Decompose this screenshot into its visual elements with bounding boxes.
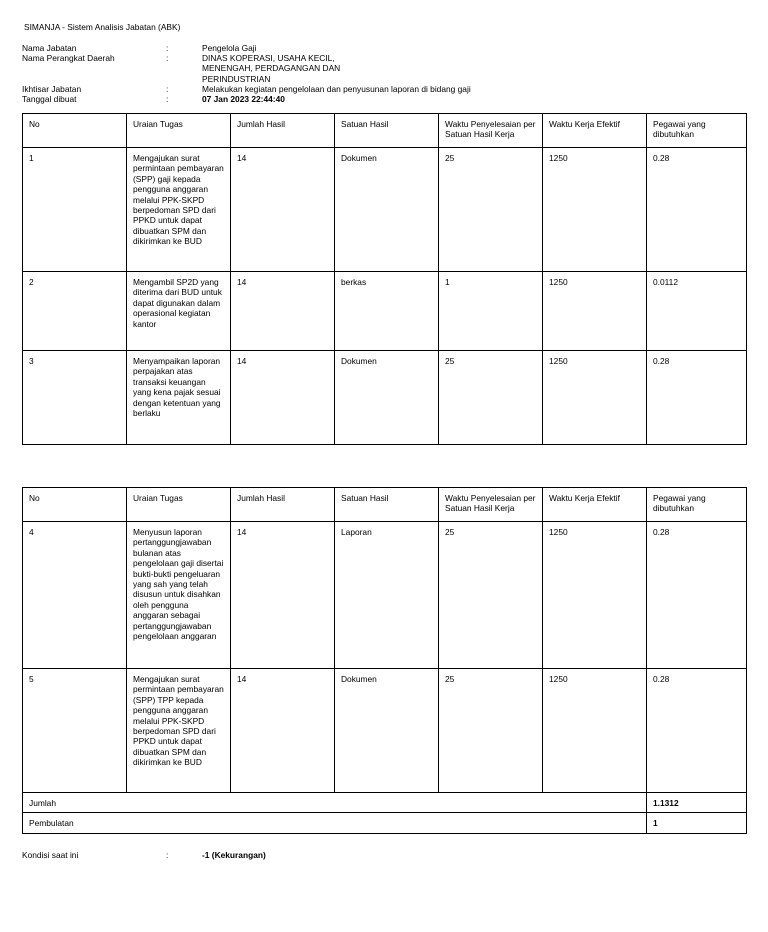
colon: :: [166, 94, 169, 105]
cell-no: 5: [23, 669, 127, 793]
summary-row: [22, 84, 582, 94]
rounding-row: [23, 813, 747, 833]
header-effective-time: Waktu Kerja Efektif: [543, 488, 647, 522]
cell-output-unit: Laporan: [335, 522, 439, 669]
cell-completion-time: 25: [439, 669, 543, 793]
cell-staff-needed: 0.28: [647, 522, 747, 669]
cell-staff-needed: 0.28: [647, 148, 747, 272]
job-name-row: [22, 43, 582, 53]
table-row: [23, 272, 747, 351]
current-condition: [22, 850, 522, 860]
cell-output-count: 14: [231, 351, 335, 445]
rounding-label: Pembulatan: [23, 813, 647, 833]
table-row: [23, 522, 747, 669]
header-staff-needed: Pegawai yang dibutuhkan: [647, 488, 747, 522]
rounding-value: 1: [647, 813, 747, 833]
header-completion-time: Waktu Penyelesaian per Satuan Hasil Kerja: [439, 488, 543, 522]
cell-no: 2: [23, 272, 127, 351]
cell-staff-needed: 0.28: [647, 669, 747, 793]
cell-effective-time: 1250: [543, 272, 647, 351]
header-output-unit: Satuan Hasil: [335, 114, 439, 148]
cell-task: Menyusun laporan pertanggungjawaban bulanan atas pengelolaan gaji disertai bukti-bukti pengeluaran yang sah yang telah disusun untuk disahkan oleh pengguna anggaran sebagai pertanggungjawaban pengelolaan anggaran: [127, 522, 231, 669]
cell-output-unit: Dokumen: [335, 669, 439, 793]
cell-output-count: 14: [231, 669, 335, 793]
task-table-page-1: [22, 113, 747, 445]
condition-label: Kondisi saat ini: [22, 850, 79, 860]
cell-staff-needed: 0.0112: [647, 272, 747, 351]
cell-effective-time: 1250: [543, 522, 647, 669]
cell-task: Menyampaikan laporan perpajakan atas transaksi keuangan yang kena pajak sesuai dengan ketentuan yang berlaku: [127, 351, 231, 445]
cell-effective-time: 1250: [543, 351, 647, 445]
colon: :: [166, 83, 169, 94]
cell-output-count: 14: [231, 522, 335, 669]
table-row: [23, 148, 747, 272]
colon: :: [166, 53, 169, 64]
cell-staff-needed: 0.28: [647, 351, 747, 445]
cell-completion-time: 25: [439, 351, 543, 445]
summary-value: Melakukan kegiatan pengelolaan dan penyusunan laporan di bidang gaji: [202, 83, 471, 94]
header-staff-needed: Pegawai yang dibutuhkan: [647, 114, 747, 148]
job-name-value: Pengelola Gaji: [202, 43, 257, 53]
cell-effective-time: 1250: [543, 148, 647, 272]
task-table-page-2: [22, 487, 747, 834]
cell-no: 4: [23, 522, 127, 669]
agency-value: DINAS KOPERASI, USAHA KECIL, MENENGAH, PERDAGANGAN DAN PERINDUSTRIAN: [202, 53, 341, 84]
cell-effective-time: 1250: [543, 669, 647, 793]
job-info: [22, 43, 582, 104]
table-row: [23, 669, 747, 793]
job-name-label: Nama Jabatan: [22, 43, 77, 53]
cell-completion-time: 1: [439, 272, 543, 351]
cell-task: Mengajukan surat permintaan pembayaran (SPP) TPP kepada pengguna anggaran melalui PPK-SKPD berpedoman SPD dari PPKD untuk dapat dibuatkan SPM dan dikirimkan ke BUD: [127, 669, 231, 793]
condition-value: -1 (Kekurangan): [202, 850, 266, 860]
cell-task: Mengajukan surat permintaan pembayaran (SPP) gaji kepada pengguna anggaran melalui PPK-SKPD berpedoman SPD dari PPKD untuk dapat dibuatkan SPM dan dikirimkan ke BUD: [127, 148, 231, 272]
total-label: Jumlah: [23, 793, 647, 813]
table-row: [23, 351, 747, 445]
cell-output-unit: berkas: [335, 272, 439, 351]
created-date-row: [22, 94, 582, 104]
cell-completion-time: 25: [439, 148, 543, 272]
header-output-count: Jumlah Hasil: [231, 114, 335, 148]
cell-task: Mengambil SP2D yang diterima dari BUD untuk dapat digunakan dalam operasional kegiatan kantor: [127, 272, 231, 351]
header-no: No: [23, 114, 127, 148]
table-header-row: [23, 114, 747, 148]
summary-label: Ikhtisar Jabatan: [22, 83, 82, 94]
header-output-unit: Satuan Hasil: [335, 488, 439, 522]
cell-no: 1: [23, 148, 127, 272]
colon: :: [166, 43, 169, 53]
header-no: No: [23, 488, 127, 522]
app-title: SIMANJA - Sistem Analisis Jabatan (ABK): [24, 22, 181, 32]
cell-output-unit: Dokumen: [335, 148, 439, 272]
cell-output-count: 14: [231, 272, 335, 351]
cell-no: 3: [23, 351, 127, 445]
agency-label: Nama Perangkat Daerah: [22, 53, 115, 64]
header-completion-time: Waktu Penyelesaian per Satuan Hasil Kerja: [439, 114, 543, 148]
cell-output-unit: Dokumen: [335, 351, 439, 445]
header-output-count: Jumlah Hasil: [231, 488, 335, 522]
colon: :: [166, 850, 169, 860]
cell-completion-time: 25: [439, 522, 543, 669]
header-task: Uraian Tugas: [127, 488, 231, 522]
table-header-row: [23, 488, 747, 522]
created-date-value: 07 Jan 2023 22:44:40: [202, 94, 285, 105]
agency-row: [22, 53, 582, 84]
created-date-label: Tanggal dibuat: [22, 94, 77, 105]
header-effective-time: Waktu Kerja Efektif: [543, 114, 647, 148]
header-task: Uraian Tugas: [127, 114, 231, 148]
total-row: [23, 793, 747, 813]
total-value: 1.1312: [647, 793, 747, 813]
cell-output-count: 14: [231, 148, 335, 272]
